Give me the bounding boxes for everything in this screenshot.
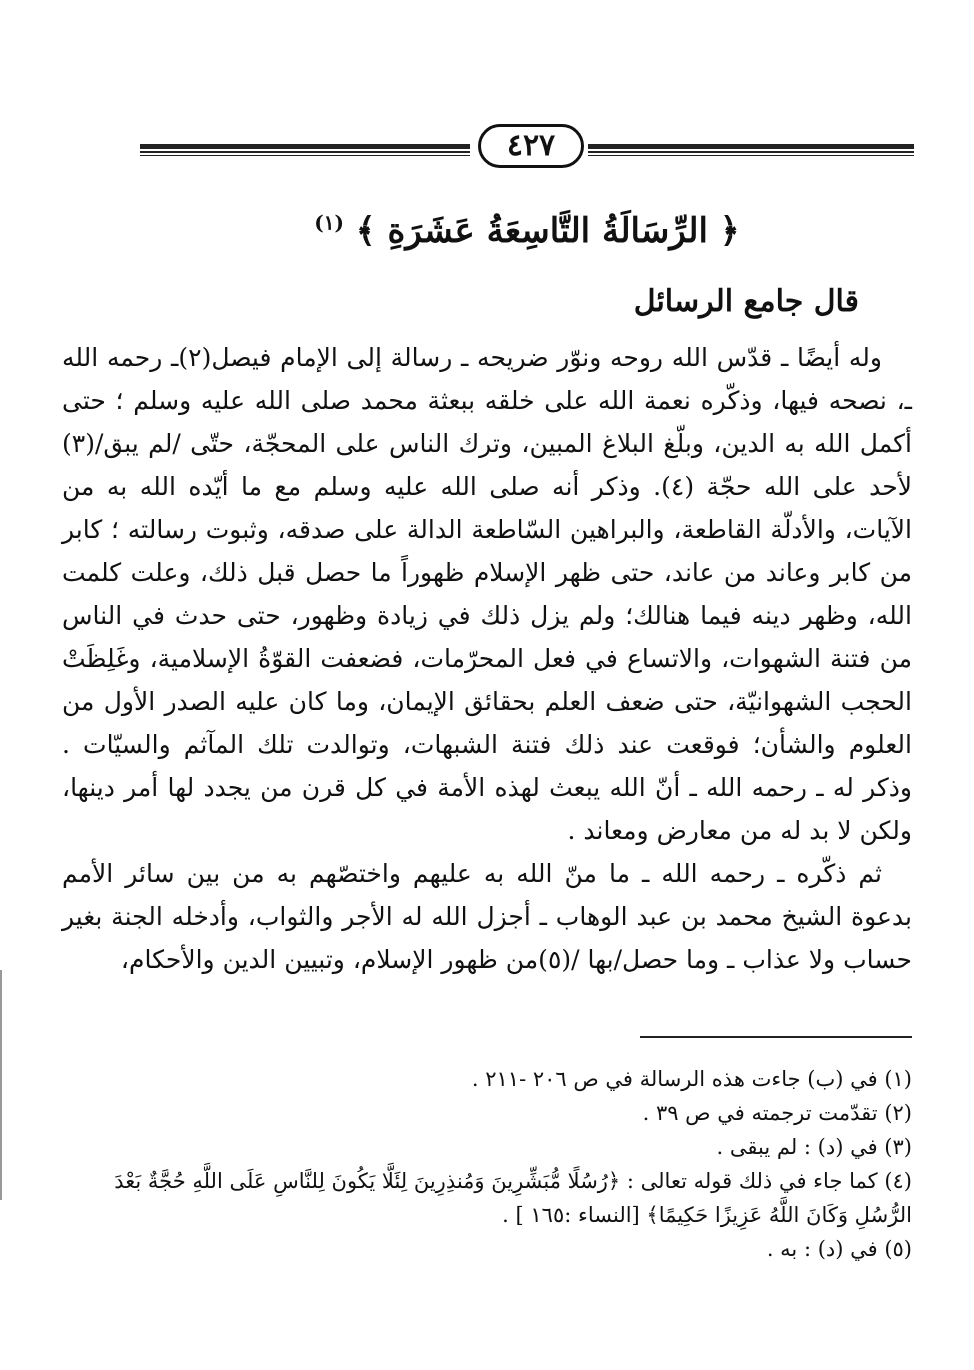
paragraph: ثم ذكّره ـ رحمه الله ـ ما منّ الله به عليهم واختصّهم به من بين سائر الأمم بدعوة الشيخ محمد بن عبد الوهاب ـ أجزل الله له الأجر والثواب، وأدخله الجنة بغير حساب ولا عذاب ـ وما حصل/بها /(٥)من ظهور الإسلام، وتبيين الدين والأحكام، — [62, 859, 912, 974]
footnote: (٣) في (د) : لم يبقى . — [716, 1135, 912, 1159]
footnote: (٤) كما جاء في ذلك قوله تعالى : ﴿رُسُلًا مُّبَشِّرِينَ وَمُنذِرِينَ لِئَلَّا يَكُونَ لِلنَّاسِ عَلَى اللَّهِ حُجَّةٌ بَعْدَ الرُّسُلِ وَكَانَ اللَّهُ عَزِيزًا حَكِيمًا﴾ [النساء :١٦٥ ] . — [114, 1169, 912, 1227]
footnote-divider — [640, 1036, 912, 1038]
chapter-title — [140, 210, 914, 251]
header-rule-right — [588, 144, 914, 158]
page-number: ٤٢٧ — [478, 124, 584, 168]
footnote: (٥) في (د) : به . — [766, 1237, 912, 1261]
footnote: (١) في (ب) جاءت هذه الرسالة في ص ٢٠٦ -٢١١ . — [471, 1067, 912, 1091]
body-text — [62, 336, 912, 981]
footnote: (٢) تقدّمت ترجمته في ص ٣٩ . — [642, 1101, 912, 1125]
header-rule-left — [140, 144, 470, 158]
title-footnote-ref: (١) — [314, 210, 344, 235]
chapter-title-text: ﴿ الرِّسَالَةُ التَّاسِعَةُ عَشَرَةِ ﴾ — [355, 211, 740, 251]
paragraph: وله أيضًا ـ قدّس الله روحه ونوّر ضريحه ـ رسالة إلى الإمام فيصل(٢)ـ رحمه الله ـ، نصحه فيها، وذكّره نعمة الله على خلقه ببعثة محمد صلى الله عليه وسلم ؛ حتى أكمل الله به الدين، وبلّغ البلاغ المبين، وترك الناس على المحجّة، حتّى /لم يبق/(٣) لأحد على الله حجّة (٤). وذكر أنه صلى الله عليه وسلم مع ما أيّده الله به من الآيات، والأدلّة القاطعة، والبراهين السّاطعة الدالة على صدقه، وثبوت رسالته ؛ كابر من كابر وعاند من عاند، حتى ظهر الإسلام ظهوراً ما حصل قبل ذلك، وعلت كلمت الله، وظهر دينه فيما هنالك؛ ولم يزل ذلك في زيادة وظهور، حتى حدث في الناس من فتنة الشهوات، والاتساع في فعل المحرّمات، فضعفت القوّةُ الإسلامية، وغَلِظَتْ الحجب الشهوانيّة، حتى ضعف العلم بحقائق الإيمان، وما كان عليه الصدر الأول من العلوم والشأن؛ فوقعت عند ذلك فتنة الشبهات، وتوالدت تلك المآثم والسيّات . وذكر له ـ رحمه الله ـ أنّ الله يبعث لهذه الأمة في كل قرن من يجدد لها أمر دينها، ولكن لا بد له من معارض ومعاند . — [62, 343, 912, 845]
page-header — [140, 118, 914, 178]
footnotes — [62, 1062, 912, 1266]
section-heading: قال جامع الرسائل — [633, 284, 859, 319]
scan-margin-line — [0, 970, 2, 1200]
